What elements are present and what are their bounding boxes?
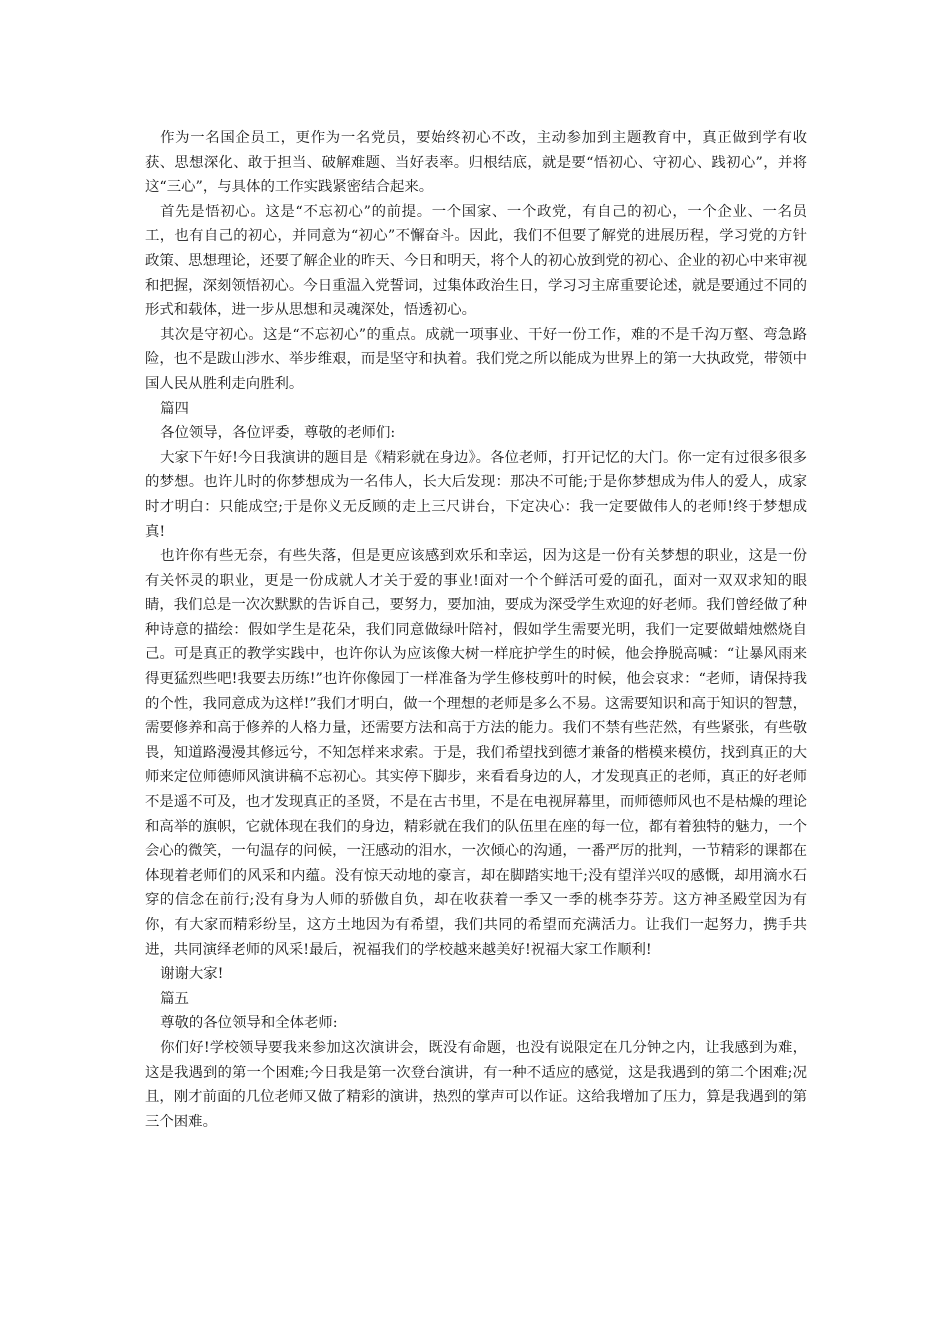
paragraph-wu-chuxin: 首先是悟初心。这是“不忘初心”的前提。一个国家、一个政党，有自己的初心，一个企业、一名员工，也有自己的初心，并同意为“初心”不懈奋斗。因此，我们不但要了解党的进展历程，学习党的方针政策、思想理论，还要了解企业的昨天、今日和明天，将个人的初心放到党的初心、企业的初心中来审视和把握，深刻领悟初心。今日重温入党誓词，过集体政治生日，学习习主席重要论述，就是要通过不同的形式和载体，进一步从思想和灵魂深处，悟透初心。 <box>145 203 807 319</box>
paragraph-intro: 作为一名国企员工，更作为一名党员，要始终初心不改，主动参加到主题教育中，真正做到学有收获、思想深化、敢于担当、破解难题、当好表率。归根结底，就是要“悟初心、守初心、践初心”，并将这“三心”，与具体的工作实践紧密结合起来。 <box>145 130 807 196</box>
closing-thanks: 谢谢大家! <box>160 966 224 983</box>
paragraph-speech-body: 也许你有些无奈，有些失落，但是更应该感到欢乐和幸运，因为这是一份有关梦想的职业，这是一份有关怀灵的职业，更是一份成就人才关于爱的事业!面对一个个鲜活可爱的面孔，面对一双双求知的眼睛，我们总是一次次默默的告诉自己，要努力，要加油，要成为深受学生欢迎的好老师。我们曾经做了种种诗意的描绘：假如学生是花朵，我们同意做绿叶陪衬，假如学生需要光明，我们一定要做蜡烛燃烧自己。可是真正的教学实践中，也许你认为应该像大树一样庇护学生的时候，他会挣脱高喊：“让暴风雨来得更猛烈些吧!我要去历练!”也许你像园丁一样准备为学生修枝剪叶的时候，他会哀求：“老师，请保持我的个性，我同意成为这样!”我们才明白，做一个理想的老师是多么不易。这需要知识和高于知识的智慧，需要修养和高于修养的人格力量，还需要方法和高于方法的能力。我们不禁有些茫然，有些紧张，有些敬畏，知道路漫漫其修远兮，不知怎样来求索。于是，我们希望找到德才兼备的楷模来模仿，找到真正的大师来定位师德师风演讲稿不忘初心。其实停下脚步，来看看身边的人，才发现真正的老师，真正的好老师不是遥不可及，也才发现真正的圣贤，不是在古书里，不是在电视屏幕里，而师德师风也不是枯燥的理论和高举的旗帜，它就体现在我们的身边，精彩就在我们的队伍里在座的每一位，都有着独特的魅力，一个会心的微笑，一句温存的问候，一汪感动的泪水，一次倾心的沟通，一番严厉的批判，一节精彩的课都在体现着老师们的风采和内蕴。没有惊天动地的豪言，却在脚踏实地干;没有望洋兴叹的感慨，却用滴水石穿的信念在前行;没有身为人师的骄傲自负，却在收获着一季又一季的桃李芬芳。这方神圣殿堂因为有你，有大家而精彩纷呈，这方土地因为有希望，我们共同的希望而充满活力。让我们一起努力，携手共进，共同演绎老师的风采!最后，祝福我们的学校越来越美好!祝福大家工作顺利! <box>145 548 807 958</box>
paragraph-speech-5: 你们好!学校领导要我来参加这次演讲会，既没有命题，也没有说限定在几分钟之内，让我感到为难，这是我遇到的第一个困难;今日我是第一次登台演讲，有一种不适应的感觉，这是我遇到的第二个困难;况且，刚才前面的几位老师又做了精彩的演讲，热烈的掌声可以作证。这给我增加了压力，算是我遇到的第三个困难。 <box>145 1039 807 1130</box>
paragraph-shou-chuxin: 其次是守初心。这是“不忘初心”的重点。成就一项事业、干好一份工作，难的不是千沟万壑、弯急路险，也不是跋山涉水、举步维艰，而是坚守和执着。我们党之所以能成为世界上的第一大执政党，带领中国人民从胜利走向胜利。 <box>145 326 807 392</box>
salutation-5: 尊敬的各位领导和全体老师: <box>160 1015 338 1032</box>
section-heading-4: 篇四 <box>160 400 189 417</box>
document-body <box>145 126 807 1134</box>
section-heading-5: 篇五 <box>160 990 189 1007</box>
paragraph-speech-opening: 大家下午好!今日我演讲的题目是《精彩就在身边》。各位老师，打开记忆的大门。你一定有过很多很多的梦想。也许儿时的你梦想成为一名伟人，长大后发现：那决不可能;于是你梦想成为伟人的爱人，成家时才明白：只能成空;于是你义无反顾的走上三尺讲台，下定决心：我一定要做伟人的老师!终于梦想成真! <box>145 449 807 540</box>
salutation-4: 各位领导，各位评委，尊敬的老师们: <box>160 425 396 442</box>
